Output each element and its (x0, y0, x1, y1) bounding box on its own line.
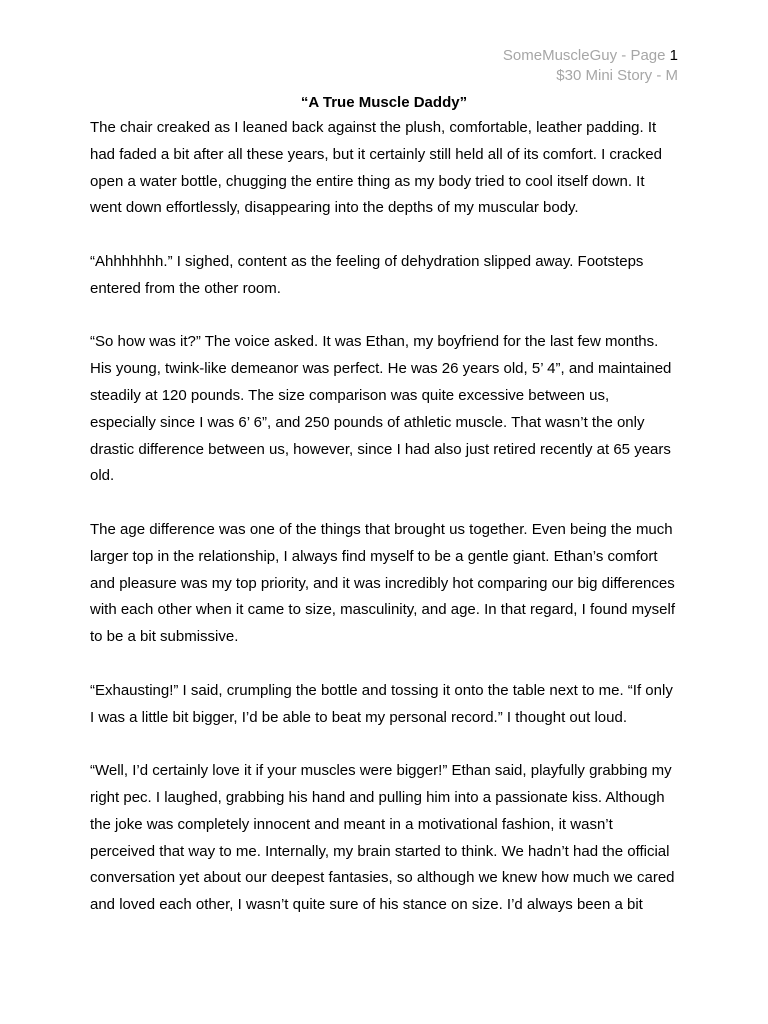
story-body (90, 115, 678, 946)
header-author-line (503, 46, 678, 66)
paragraph: “Exhausting!” I said, crumpling the bottle and tossing it onto the table next to me. “If only I was a little bit bigger, I’d be able to beat my personal record.” I thought out loud. (90, 681, 673, 726)
paragraph: “Ahhhhhhh.” I sighed, content as the feeling of dehydration slipped away. Footsteps entered from the other room. (90, 252, 644, 297)
paragraph: The age difference was one of the things that brought us together. Even being the much larger top in the relationship, I always find myself to be a gentle giant. Ethan’s comfort and pleasure was my top priority, and it was incredibly hot comparing our big differences with each other when it came to size, masculinity, and age. In that regard, I found myself to be a bit submissive. (90, 520, 676, 646)
page-number: 1 (669, 47, 678, 64)
page-header (503, 46, 678, 86)
header-author-text: SomeMuscleGuy - Page (502, 47, 670, 64)
paragraph: “So how was it?” The voice asked. It was Ethan, my boyfriend for the last few months. His young, twink-like demeanor was perfect. He was 26 years old, 5’ 4”, and maintained steadily at 120 pounds. The size comparison was quite excessive between us, especially since I was 6’ 6”, and 250 pounds of athletic muscle. That wasn’t the only drastic difference between us, however, since I had also just retired recently at 65 years old. (90, 333, 672, 485)
story-title: “A True Muscle Daddy” (300, 94, 468, 111)
paragraph: “Well, I’d certainly love it if your muscles were bigger!” Ethan said, playfully grabbing my right pec. I laughed, grabbing his hand and pulling him into a passionate kiss. Although the joke was completely innocent and meant in a motivational fashion, it wasn’t perceived that way to me. Internally, my brain started to think. We hadn’t had the official conversation yet about our deepest fantasies, so although we knew how much we cared and loved each other, I wasn’t quite sure of his stance on size. I’d always been a bit (90, 762, 675, 914)
paragraph: The chair creaked as I leaned back against the plush, comfortable, leather padding. It had faded a bit after all these years, but it certainly still held all of its comfort. I cracked open a water bottle, chugging the entire thing as my body tried to cool itself down. It went down effortlessly, disappearing into the depths of my muscular body. (90, 119, 662, 217)
header-story-line: $30 Mini Story - M (556, 67, 678, 84)
